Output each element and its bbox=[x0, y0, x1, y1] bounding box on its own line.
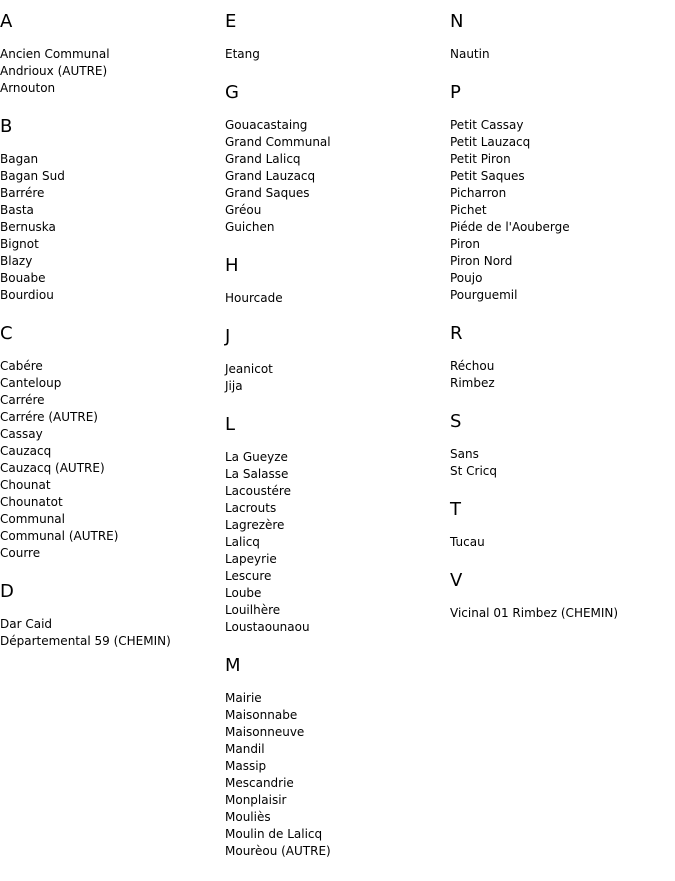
name-list bbox=[225, 117, 450, 236]
name-list bbox=[450, 358, 675, 392]
street-link[interactable]: Nautin bbox=[450, 47, 490, 61]
letter-heading: E bbox=[225, 11, 237, 32]
name-list bbox=[225, 290, 450, 307]
letter-group bbox=[450, 12, 675, 63]
list-item bbox=[225, 117, 450, 134]
letter-heading: J bbox=[225, 326, 231, 347]
street-link[interactable]: Sans bbox=[450, 447, 479, 461]
name-list bbox=[0, 358, 225, 562]
list-item bbox=[0, 185, 225, 202]
list-item bbox=[450, 605, 675, 622]
list-item bbox=[0, 270, 225, 287]
list-item bbox=[225, 185, 450, 202]
name-list bbox=[225, 46, 450, 63]
list-item bbox=[225, 775, 450, 792]
list-item bbox=[0, 545, 225, 562]
street-link[interactable]: Grand Lalicq bbox=[225, 152, 301, 166]
street-link[interactable]: Canteloup bbox=[0, 376, 62, 390]
list-item bbox=[0, 236, 225, 253]
list-item bbox=[450, 236, 675, 253]
list-item bbox=[0, 633, 225, 650]
list-item bbox=[0, 426, 225, 443]
street-link[interactable]: Bagan Sud bbox=[0, 169, 65, 183]
name-list bbox=[0, 616, 225, 650]
list-item bbox=[0, 460, 225, 477]
list-item bbox=[0, 375, 225, 392]
list-item bbox=[450, 151, 675, 168]
list-item bbox=[450, 270, 675, 287]
street-link[interactable]: Départemental 59 (CHEMIN) bbox=[0, 634, 171, 648]
street-link[interactable]: Grand Saques bbox=[225, 186, 310, 200]
street-link[interactable]: Monplaisir bbox=[225, 793, 287, 807]
list-item bbox=[225, 219, 450, 236]
name-list bbox=[0, 151, 225, 304]
street-link[interactable]: Lacoustére bbox=[225, 484, 291, 498]
street-link[interactable]: Loube bbox=[225, 586, 262, 600]
street-link[interactable]: Bourdiou bbox=[0, 288, 54, 302]
list-item bbox=[225, 46, 450, 63]
list-item bbox=[450, 46, 675, 63]
list-item bbox=[450, 253, 675, 270]
list-item bbox=[0, 63, 225, 80]
street-link[interactable]: Petit Piron bbox=[450, 152, 511, 166]
street-link[interactable]: Massip bbox=[225, 759, 267, 773]
list-item bbox=[0, 253, 225, 270]
list-item bbox=[225, 585, 450, 602]
list-item bbox=[225, 551, 450, 568]
list-item bbox=[0, 219, 225, 236]
street-link[interactable]: Lapeyrie bbox=[225, 552, 277, 566]
list-item bbox=[0, 443, 225, 460]
street-link[interactable]: Andrioux (AUTRE) bbox=[0, 64, 108, 78]
street-link[interactable]: Petit Saques bbox=[450, 169, 525, 183]
street-link[interactable]: Poujo bbox=[450, 271, 483, 285]
list-item bbox=[225, 168, 450, 185]
street-link[interactable]: Gréou bbox=[225, 203, 262, 217]
list-item bbox=[0, 202, 225, 219]
letter-group bbox=[0, 582, 225, 650]
street-link[interactable]: Ancien Communal bbox=[0, 47, 110, 61]
list-item bbox=[450, 463, 675, 480]
list-item bbox=[225, 500, 450, 517]
street-link[interactable]: Guichen bbox=[225, 220, 275, 234]
list-item bbox=[225, 690, 450, 707]
list-item bbox=[450, 358, 675, 375]
list-item bbox=[450, 117, 675, 134]
letter-heading: M bbox=[225, 655, 241, 676]
letter-heading: P bbox=[450, 82, 461, 103]
street-link[interactable]: Arnouton bbox=[0, 81, 56, 95]
letter-group bbox=[0, 117, 225, 304]
letter-group bbox=[450, 500, 675, 551]
street-link[interactable]: La Salasse bbox=[225, 467, 289, 481]
name-list bbox=[0, 46, 225, 97]
list-item bbox=[450, 134, 675, 151]
list-item bbox=[0, 46, 225, 63]
letter-group bbox=[225, 327, 450, 395]
street-link[interactable]: Petit Cassay bbox=[450, 118, 524, 132]
street-link[interactable]: Picharron bbox=[450, 186, 507, 200]
list-item bbox=[450, 534, 675, 551]
list-item bbox=[0, 358, 225, 375]
list-item bbox=[0, 392, 225, 409]
street-link[interactable]: Blazy bbox=[0, 254, 33, 268]
street-link[interactable]: Dar Caid bbox=[0, 617, 53, 631]
letter-group bbox=[225, 83, 450, 236]
letter-group bbox=[225, 415, 450, 636]
list-item bbox=[225, 758, 450, 775]
list-item bbox=[225, 151, 450, 168]
letter-heading: A bbox=[0, 11, 13, 32]
list-item bbox=[0, 409, 225, 426]
list-item bbox=[450, 219, 675, 236]
list-item bbox=[0, 80, 225, 97]
letter-group bbox=[225, 656, 450, 860]
street-link[interactable]: Lagrezère bbox=[225, 518, 285, 532]
letter-group bbox=[450, 571, 675, 622]
list-item bbox=[225, 290, 450, 307]
name-list bbox=[225, 690, 450, 860]
street-link[interactable]: Petit Lauzacq bbox=[450, 135, 531, 149]
street-link[interactable]: Barrére bbox=[0, 186, 45, 200]
street-link[interactable]: Basta bbox=[0, 203, 34, 217]
street-link[interactable]: Rimbez bbox=[450, 376, 495, 390]
index-column bbox=[0, 0, 225, 670]
index-column bbox=[225, 0, 450, 880]
street-link[interactable]: Cauzacq (AUTRE) bbox=[0, 461, 105, 475]
street-link[interactable]: Gouacastaing bbox=[225, 118, 308, 132]
street-link[interactable]: Mescandrie bbox=[225, 776, 294, 790]
street-link[interactable]: Piron bbox=[450, 237, 480, 251]
street-link[interactable]: Tucau bbox=[450, 535, 485, 549]
street-link[interactable]: Vicinal 01 Rimbez (CHEMIN) bbox=[450, 606, 619, 620]
letter-heading: H bbox=[225, 255, 239, 276]
street-link[interactable]: Bignot bbox=[0, 237, 39, 251]
street-link[interactable]: Lacrouts bbox=[225, 501, 277, 515]
street-link[interactable]: Communal bbox=[0, 512, 65, 526]
street-link[interactable]: Loustaounaou bbox=[225, 620, 310, 634]
name-list bbox=[450, 534, 675, 551]
street-link[interactable]: Lalicq bbox=[225, 535, 260, 549]
letter-group bbox=[0, 324, 225, 562]
street-link[interactable]: Carrére bbox=[0, 393, 45, 407]
list-item bbox=[0, 168, 225, 185]
list-item bbox=[225, 202, 450, 219]
list-item bbox=[225, 517, 450, 534]
street-link[interactable]: Etang bbox=[225, 47, 260, 61]
street-link[interactable]: Jija bbox=[225, 379, 243, 393]
list-item bbox=[225, 826, 450, 843]
street-link[interactable]: La Gueyze bbox=[225, 450, 288, 464]
street-link[interactable]: Cassay bbox=[0, 427, 43, 441]
street-link[interactable]: Piron Nord bbox=[450, 254, 513, 268]
list-item bbox=[450, 287, 675, 304]
street-link[interactable]: Lescure bbox=[225, 569, 272, 583]
street-link[interactable]: Louilhère bbox=[225, 603, 281, 617]
name-list bbox=[450, 46, 675, 63]
street-link[interactable]: Bagan bbox=[0, 152, 39, 166]
name-list bbox=[225, 449, 450, 636]
name-list bbox=[450, 605, 675, 622]
street-link[interactable]: Jeanicot bbox=[225, 362, 273, 376]
street-link[interactable]: Grand Communal bbox=[225, 135, 331, 149]
street-link[interactable]: St Cricq bbox=[450, 464, 497, 478]
letter-heading: B bbox=[0, 116, 13, 137]
letter-heading: R bbox=[450, 323, 463, 344]
street-link[interactable]: Pichet bbox=[450, 203, 487, 217]
list-item bbox=[0, 616, 225, 633]
index-column bbox=[450, 0, 675, 642]
list-item bbox=[225, 809, 450, 826]
list-item bbox=[0, 511, 225, 528]
list-item bbox=[450, 168, 675, 185]
street-link[interactable]: Piéde de l'Aouberge bbox=[450, 220, 570, 234]
list-item bbox=[225, 843, 450, 860]
list-item bbox=[225, 449, 450, 466]
letter-group bbox=[450, 83, 675, 304]
letter-heading: S bbox=[450, 411, 462, 432]
letter-heading: V bbox=[450, 570, 463, 591]
street-link[interactable]: Courre bbox=[0, 546, 41, 560]
street-link[interactable]: Pourguemil bbox=[450, 288, 518, 302]
list-item bbox=[225, 483, 450, 500]
list-item bbox=[0, 477, 225, 494]
list-item bbox=[225, 792, 450, 809]
street-link[interactable]: Mairie bbox=[225, 691, 262, 705]
street-link[interactable]: Bernuska bbox=[0, 220, 56, 234]
letter-heading: T bbox=[450, 499, 461, 520]
list-item bbox=[450, 446, 675, 463]
street-link[interactable]: Communal (AUTRE) bbox=[0, 529, 119, 543]
list-item bbox=[225, 707, 450, 724]
list-item bbox=[225, 602, 450, 619]
letter-heading: D bbox=[0, 581, 14, 602]
letter-heading: G bbox=[225, 82, 239, 103]
street-link[interactable]: Bouabe bbox=[0, 271, 46, 285]
street-link[interactable]: Chounat bbox=[0, 478, 51, 492]
street-link[interactable]: Mandil bbox=[225, 742, 265, 756]
street-link[interactable]: Cabére bbox=[0, 359, 43, 373]
list-item bbox=[0, 287, 225, 304]
list-item bbox=[225, 741, 450, 758]
street-link[interactable]: Chounatot bbox=[0, 495, 63, 509]
list-item bbox=[0, 151, 225, 168]
street-link[interactable]: Cauzacq bbox=[0, 444, 52, 458]
street-link[interactable]: Maisonneuve bbox=[225, 725, 305, 739]
letter-group bbox=[0, 12, 225, 97]
street-link[interactable]: Hourcade bbox=[225, 291, 283, 305]
list-item bbox=[225, 134, 450, 151]
list-item bbox=[225, 724, 450, 741]
list-item bbox=[225, 361, 450, 378]
street-link[interactable]: Mouliès bbox=[225, 810, 271, 824]
letter-group bbox=[225, 12, 450, 63]
letter-heading: C bbox=[0, 323, 13, 344]
name-list bbox=[450, 446, 675, 480]
list-item bbox=[225, 619, 450, 636]
street-link[interactable]: Mourèou (AUTRE) bbox=[225, 844, 331, 858]
list-item bbox=[450, 375, 675, 392]
letter-group bbox=[450, 412, 675, 480]
street-link[interactable]: Maisonnabe bbox=[225, 708, 298, 722]
list-item bbox=[450, 202, 675, 219]
letter-group bbox=[225, 256, 450, 307]
list-item bbox=[0, 494, 225, 511]
list-item bbox=[225, 534, 450, 551]
name-list bbox=[450, 117, 675, 304]
list-item bbox=[0, 528, 225, 545]
letter-heading: L bbox=[225, 414, 236, 435]
street-link[interactable]: Grand Lauzacq bbox=[225, 169, 316, 183]
letter-group bbox=[450, 324, 675, 392]
list-item bbox=[450, 185, 675, 202]
list-item bbox=[225, 568, 450, 585]
letter-heading: N bbox=[450, 11, 464, 32]
street-link[interactable]: Réchou bbox=[450, 359, 495, 373]
list-item bbox=[225, 378, 450, 395]
name-list bbox=[225, 361, 450, 395]
street-link[interactable]: Carrére (AUTRE) bbox=[0, 410, 98, 424]
street-link[interactable]: Moulin de Lalicq bbox=[225, 827, 323, 841]
list-item bbox=[225, 466, 450, 483]
